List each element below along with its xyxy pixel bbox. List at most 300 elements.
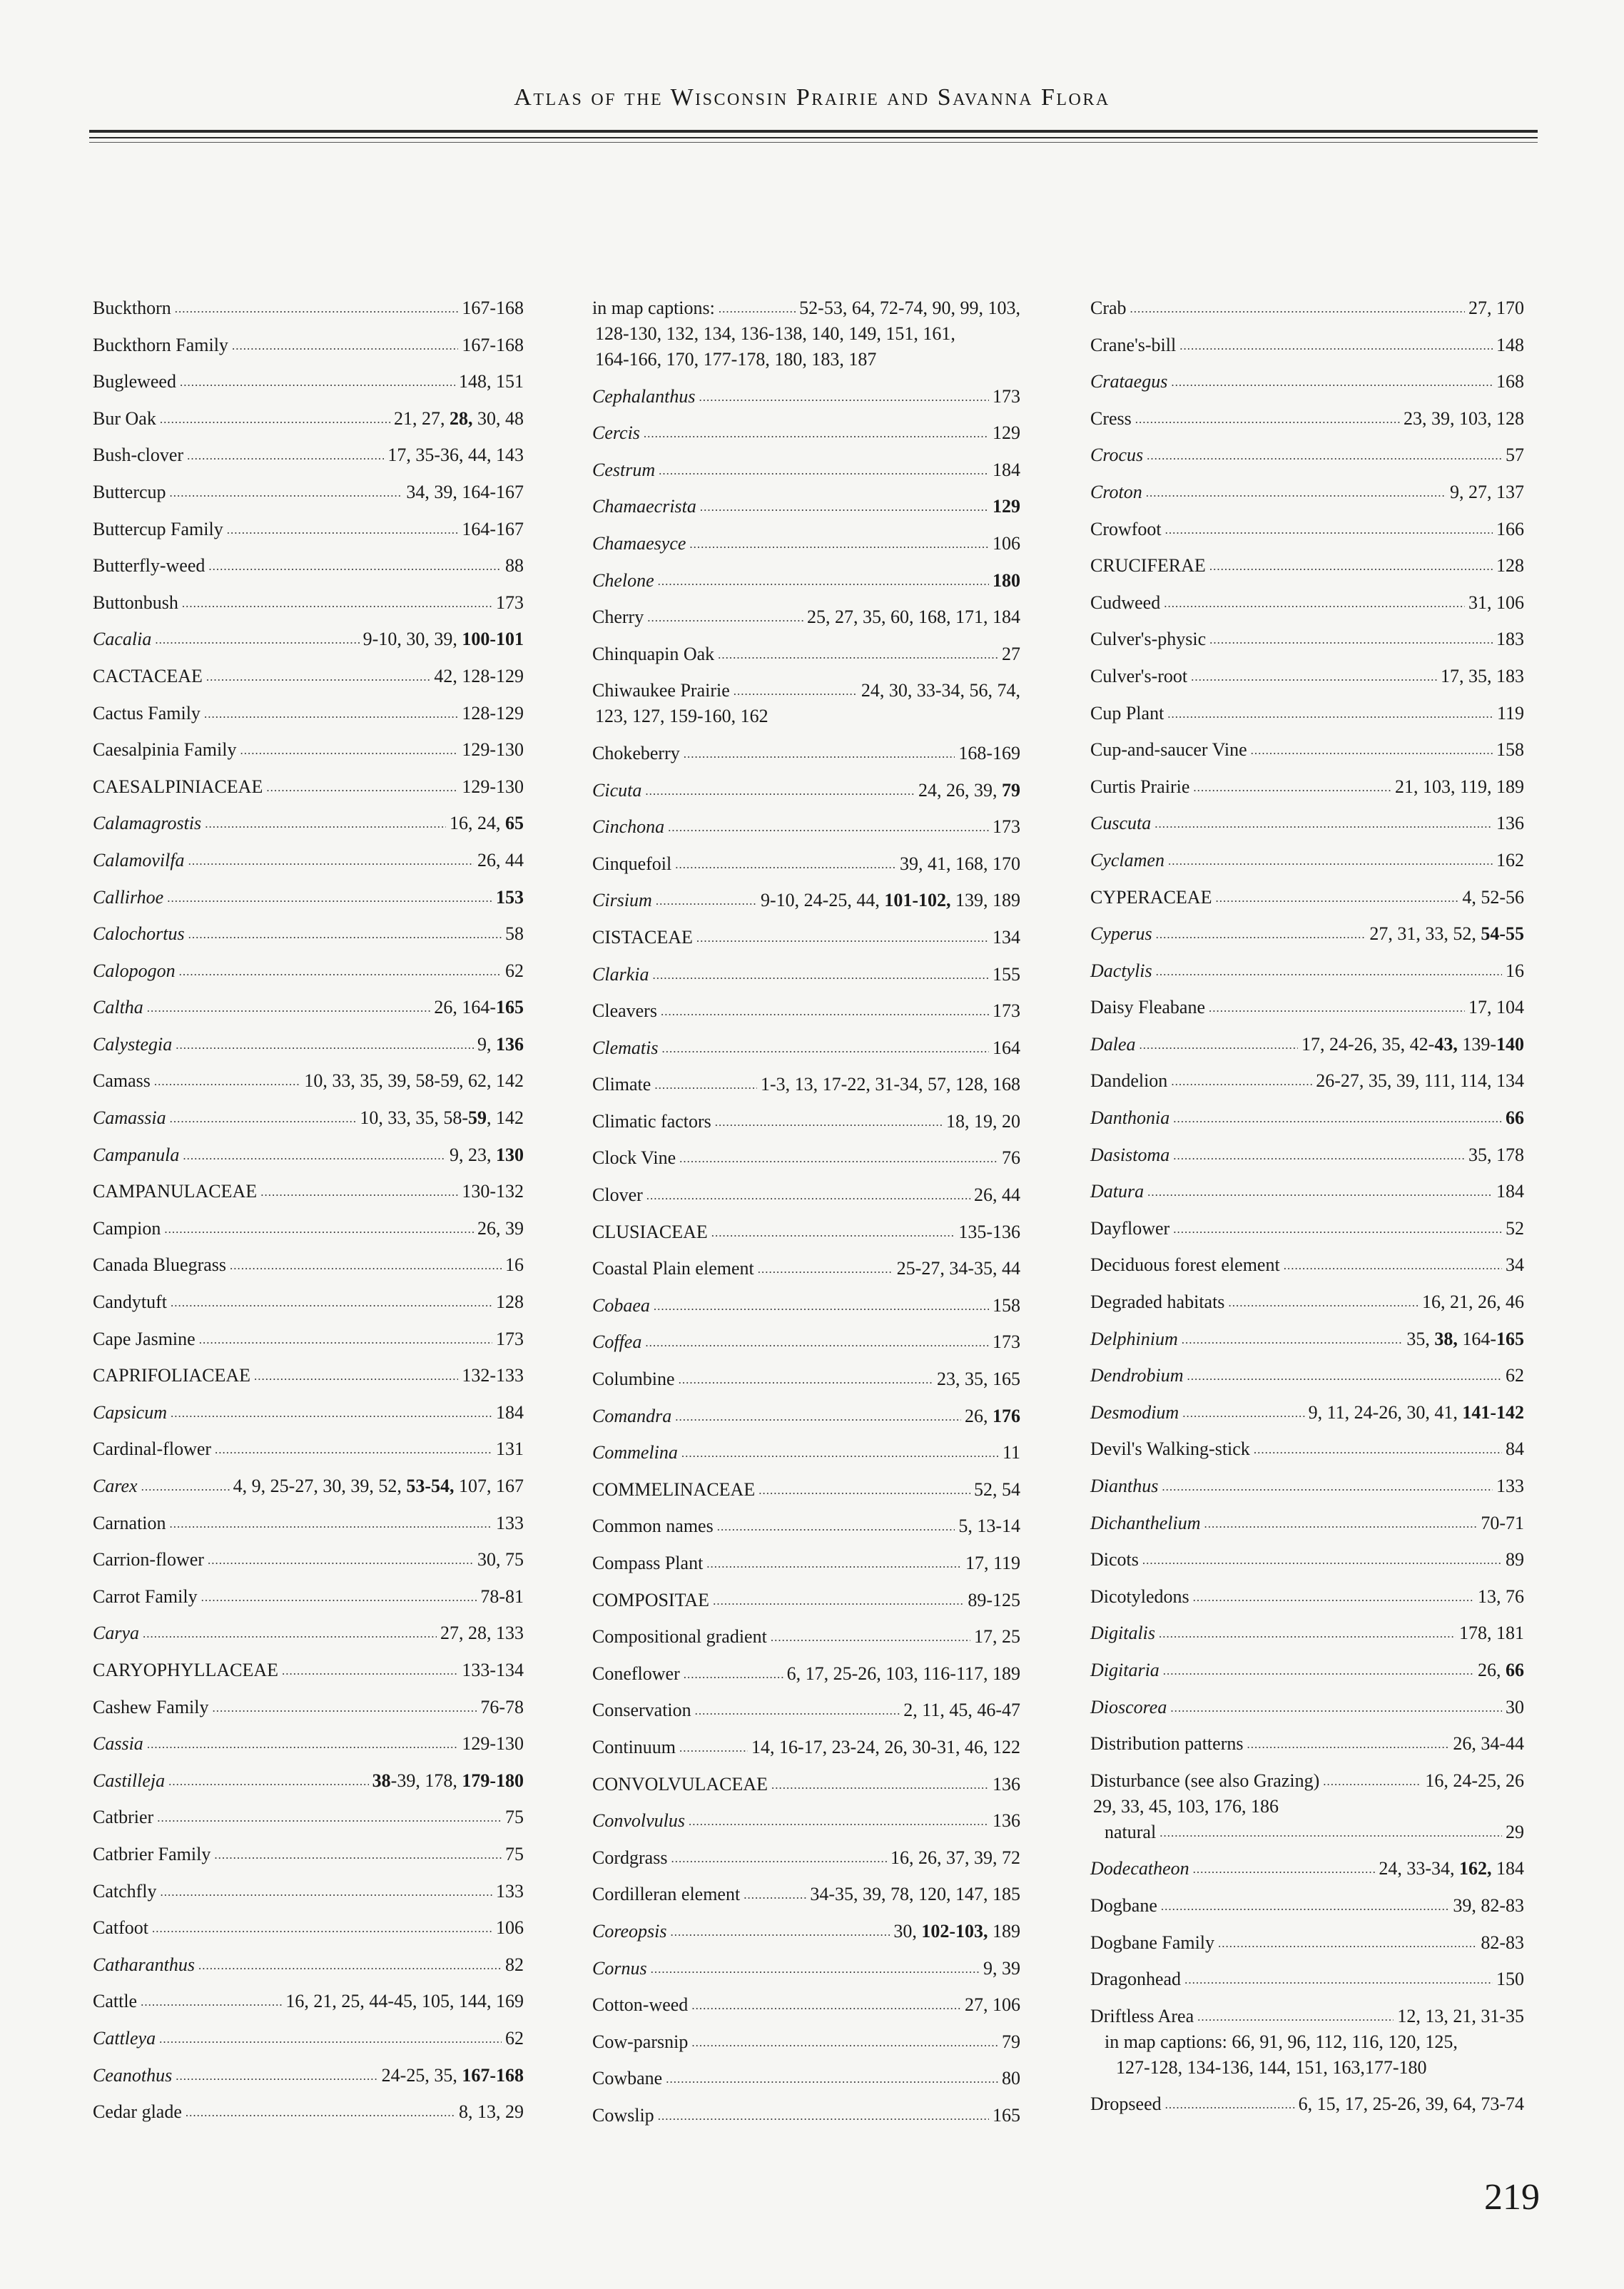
entry-pages: 12, 13, 21, 31-35 [1397, 2005, 1524, 2026]
entry-term: Buckthorn [93, 298, 171, 318]
entry-pages: 184 [1496, 1181, 1524, 1202]
entry-pages: 129-130 [462, 776, 524, 797]
dot-leader [157, 1805, 502, 1831]
entry-line [1090, 664, 1524, 689]
index-entry [592, 1697, 1020, 1723]
dot-leader [659, 458, 989, 484]
entry-term: Dendrobium [1090, 1365, 1184, 1386]
entry-line [1090, 1856, 1524, 1882]
entry-term: Cattleya [93, 2027, 156, 2049]
entry-line [1090, 1893, 1524, 1919]
entry-line [1090, 1142, 1524, 1168]
dot-leader [771, 1625, 970, 1650]
entry-pages: 27, 28, 133 [440, 1623, 524, 1644]
header-rule [89, 137, 1538, 138]
index-entry [592, 1329, 1020, 1355]
entry-term: Driftless Area [1090, 2005, 1194, 2026]
dot-leader [176, 2064, 377, 2089]
entry-line [592, 2103, 1020, 2128]
entry-pages: 27, 106 [965, 1994, 1020, 2016]
entry-pages: 39, 41, 168, 170 [900, 853, 1020, 874]
entry-term: Cirsium [592, 890, 652, 911]
entry-pages: 119 [1496, 702, 1524, 724]
dot-leader [175, 296, 459, 322]
entry-pages: 30, 75 [477, 1549, 524, 1570]
entry-term: Clock Vine [592, 1147, 676, 1169]
dot-leader [645, 778, 915, 804]
entry-line [592, 1588, 1020, 1613]
entry-pages: 35, 38, 164-165 [1406, 1328, 1524, 1349]
entry-line [592, 604, 1020, 630]
entry-term: Ceanothus [93, 2064, 173, 2086]
entry-term: Cup Plant [1090, 702, 1164, 724]
entry-term: Dodecatheon [1090, 1858, 1189, 1879]
entry-pages: 106 [993, 532, 1020, 554]
entry-term: Dalea [1090, 1033, 1136, 1055]
entry-pages: 106 [496, 1917, 524, 1939]
index-entry [592, 1219, 1020, 1245]
entry-line [1090, 1658, 1524, 1683]
index-entry [592, 998, 1020, 1024]
index-entry [592, 962, 1020, 988]
entry-term: Convolvulus [592, 1810, 685, 1832]
entry-term: Calamagrostis [93, 813, 202, 834]
entry-pages: 66 [1506, 1107, 1524, 1129]
entry-pages: 136 [993, 1810, 1020, 1832]
index-entry [592, 1550, 1020, 1576]
entry-continuation: 123, 127, 159-160, 162 [595, 706, 768, 727]
entry-pages: 173 [993, 1000, 1020, 1022]
entry-term: Crataegus [1090, 371, 1168, 392]
entry-pages: 17, 35, 183 [1441, 665, 1524, 686]
index-entry [1090, 995, 1524, 1020]
entry-term: Curtis Prairie [1090, 776, 1190, 797]
entry-line [93, 1105, 524, 1131]
entry-line [93, 406, 524, 432]
dot-leader [1147, 1179, 1493, 1205]
entry-term: Catfoot [93, 1917, 148, 1939]
entry-line [93, 369, 524, 395]
dot-leader [758, 1478, 970, 1503]
entry-pages: 133 [496, 1512, 524, 1533]
index-entry [592, 1588, 1020, 1613]
entry-term: Crocus [1090, 445, 1144, 466]
entry-term: Bur Oak [93, 407, 156, 429]
dot-leader [658, 2103, 989, 2129]
entry-line [1090, 1966, 1524, 1992]
dot-leader [213, 1695, 477, 1721]
entry-line [93, 1142, 524, 1168]
index-entry [592, 420, 1020, 446]
entry-pages: 27 [1002, 643, 1020, 664]
entry-pages: 6, 17, 25-26, 103, 116-117, 189 [786, 1663, 1020, 1684]
entry-term: Cress [1090, 407, 1132, 429]
entry-line [1090, 369, 1524, 395]
entry-term: Coneflower [592, 1663, 680, 1684]
dot-leader [141, 1989, 282, 2015]
entry-term: Calystegia [93, 1033, 173, 1055]
entry-term: Commelina [592, 1442, 678, 1463]
entry-line [1090, 995, 1524, 1020]
entry-line [93, 1252, 524, 1278]
index-entry [1090, 369, 1524, 395]
entry-line [1090, 553, 1524, 579]
dot-leader [1142, 1548, 1502, 1573]
entry-term: Chokeberry [592, 742, 680, 763]
entry-term: Buttercup [93, 481, 166, 502]
index-entry [1090, 1105, 1524, 1131]
index-entry [93, 811, 524, 836]
entry-pages: 84 [1506, 1438, 1524, 1460]
entry-pages: 62 [505, 960, 524, 981]
entry-pages: 153 [496, 886, 524, 908]
index-entry [93, 1620, 524, 1646]
entry-line [93, 1363, 524, 1389]
index-column-1 [93, 295, 524, 2136]
index-entry [592, 1956, 1020, 1981]
dot-leader [180, 370, 455, 395]
entry-line [93, 590, 524, 616]
entry-pages: 129-130 [462, 739, 524, 761]
entry-pages: 16, 26, 37, 39, 72 [890, 1847, 1020, 1868]
index-entry [1090, 1473, 1524, 1499]
dot-leader [699, 385, 989, 410]
dot-leader [161, 1879, 492, 1905]
dot-leader [147, 1732, 459, 1757]
entry-term: Buttercup Family [93, 518, 223, 539]
entry-line [1090, 333, 1524, 358]
index-entry [1090, 1252, 1524, 1278]
entry-term: Cup-and-saucer Vine [1090, 739, 1247, 761]
index-entry [1090, 811, 1524, 836]
entry-term: Cotton-weed [592, 1994, 689, 2016]
entry-pages: 184 [496, 1401, 524, 1423]
entry-pages: 16, 21, 26, 46 [1422, 1291, 1524, 1313]
dot-leader [656, 888, 757, 914]
dot-leader [1251, 738, 1493, 763]
entry-pages: 25-27, 34-35, 44 [896, 1258, 1020, 1279]
index-entry [93, 626, 524, 652]
entry-term: Cyclamen [1090, 849, 1164, 871]
index-entry [93, 921, 524, 947]
index-entry [93, 737, 524, 763]
dot-leader [1218, 1931, 1477, 1956]
dot-leader [1164, 591, 1465, 616]
entry-line [93, 1179, 524, 1204]
entry-line [592, 568, 1020, 594]
index-entry [93, 553, 524, 579]
entry-term: Delphinium [1090, 1328, 1178, 1349]
dot-leader [1191, 664, 1437, 690]
dot-leader [654, 1072, 757, 1098]
entry-term: Coreopsis [592, 1920, 667, 1942]
dot-leader [188, 922, 502, 948]
dot-leader [646, 1183, 970, 1209]
entry-line [1090, 1105, 1524, 1131]
index-entry [1090, 1695, 1524, 1720]
dot-leader [654, 1294, 989, 1319]
index-entry [592, 1182, 1020, 1208]
entry-term: Climatic factors [592, 1110, 711, 1132]
index-entry [93, 701, 524, 726]
dot-leader [205, 811, 446, 837]
dot-leader [1228, 1290, 1419, 1316]
entry-line [93, 1436, 524, 1462]
dot-leader [1154, 811, 1493, 837]
entry-line [93, 1620, 524, 1646]
entry-term: Climate [592, 1074, 651, 1095]
entry-term: Culver's-root [1090, 665, 1188, 686]
index-entry [1090, 1768, 1524, 1845]
dot-leader [282, 1658, 458, 1684]
dot-leader [1140, 1032, 1298, 1058]
dot-leader [208, 1548, 474, 1573]
dot-leader [1135, 407, 1400, 432]
entry-pages: 134 [993, 926, 1020, 948]
index-entry [592, 814, 1020, 840]
entry-pages: 75 [505, 1843, 524, 1864]
index-entry [592, 2029, 1020, 2055]
entry-line [592, 741, 1020, 766]
dot-leader [204, 701, 458, 727]
entry-term: Campanula [93, 1144, 180, 1165]
entry-line [93, 2063, 524, 2088]
index-entry [93, 664, 524, 689]
dot-leader [679, 1367, 933, 1393]
entry-pages: 13, 76 [1478, 1585, 1524, 1607]
entry-line [1090, 517, 1524, 542]
index-entry [93, 848, 524, 873]
entry-line [93, 1032, 524, 1057]
index-entry [592, 1035, 1020, 1061]
entry-line [1090, 921, 1524, 947]
entry-term: Cherry [592, 606, 644, 628]
entry-pages: 1-3, 13, 17-22, 31-34, 57, 128, 168 [761, 1074, 1020, 1095]
dot-leader [1162, 1474, 1493, 1500]
page-number: 219 [1484, 2177, 1540, 2218]
dot-leader [681, 1441, 999, 1466]
dot-leader [171, 1290, 492, 1316]
entry-term: Cacalia [93, 629, 152, 650]
entry-term: Cordgrass [592, 1847, 668, 1868]
index-entry [93, 1768, 524, 1794]
index-entry [1090, 958, 1524, 984]
index-entry [592, 1624, 1020, 1650]
entry-pages: 132-133 [462, 1365, 524, 1386]
index-entry [93, 1511, 524, 1536]
index-entry [93, 1658, 524, 1683]
entry-line [1090, 1473, 1524, 1499]
index-entry [1090, 626, 1524, 652]
entry-pages: 8, 13, 29 [459, 2101, 524, 2123]
entry-pages: 23, 39, 103, 128 [1404, 407, 1524, 429]
index-entry [1090, 1658, 1524, 1683]
entry-pages: 168 [1496, 371, 1524, 392]
dot-leader [771, 1772, 989, 1798]
entry-line [1090, 1216, 1524, 1242]
index-entry [592, 1404, 1020, 1429]
entry-line [1090, 1731, 1524, 1757]
dot-leader [744, 1882, 806, 1908]
entry-term: Callirhoe [93, 886, 164, 908]
entry-pages: 16, 24, 65 [450, 813, 524, 834]
index-entry [1090, 664, 1524, 689]
entry-pages: 26, 44 [477, 849, 524, 871]
running-header: Atlas of the Wisconsin Prairie and Savanna Flora [514, 84, 1110, 111]
entry-term: Chamaecrista [592, 496, 696, 517]
entry-term: CLUSIACEAE [592, 1221, 708, 1242]
dot-leader [1184, 1967, 1493, 1993]
index-entry [1090, 1511, 1524, 1536]
dot-leader [1209, 627, 1493, 653]
entry-pages: 16, 24-25, 26 [1425, 1770, 1524, 1791]
entry-term: Dogbane Family [1090, 1932, 1215, 1953]
entry-term: Caltha [93, 997, 143, 1018]
dot-leader [652, 963, 989, 988]
entry-pages: 39, 82-83 [1453, 1894, 1524, 1916]
entry-pages: 18, 19, 20 [946, 1110, 1020, 1132]
entry-pages: 178, 181 [1459, 1623, 1524, 1644]
entry-line [93, 1879, 524, 1904]
entry-pages: 168-169 [958, 742, 1020, 763]
entry-line [93, 1952, 524, 1978]
entry-pages: 16 [1506, 960, 1524, 981]
dot-leader [208, 554, 502, 579]
dot-leader [695, 1698, 900, 1724]
index-entry [93, 369, 524, 395]
dot-leader [167, 885, 492, 911]
entry-term: Cephalanthus [592, 385, 696, 407]
entry-line [592, 1256, 1020, 1281]
entry-line [93, 553, 524, 579]
index-entry [1090, 1966, 1524, 1992]
dot-leader [1254, 1437, 1502, 1463]
entry-pages: 26, 44 [974, 1184, 1020, 1206]
entry-line [1090, 295, 1524, 321]
dot-leader [1167, 701, 1493, 727]
index-entry [93, 958, 524, 984]
index-entry [592, 778, 1020, 803]
entry-term: Cowbane [592, 2068, 663, 2089]
dot-leader [170, 1511, 492, 1537]
entry-pages: 80 [1002, 2068, 1020, 2089]
entry-line [1090, 1363, 1524, 1389]
entry-term: Camass [93, 1070, 151, 1092]
entry-line [592, 998, 1020, 1024]
dot-leader [719, 296, 796, 322]
index-entry [1090, 701, 1524, 726]
index-entry [93, 406, 524, 432]
dot-leader [1182, 1401, 1304, 1426]
index-entry [1090, 333, 1524, 358]
entry-line [1090, 1584, 1524, 1610]
entry-line [93, 295, 524, 321]
index-entry [592, 888, 1020, 913]
index-entry [93, 1547, 524, 1573]
dot-leader [1179, 333, 1493, 359]
entry-pages: 52 [1506, 1217, 1524, 1239]
entry-term: Dayflower [1090, 1217, 1170, 1239]
index-entry [1090, 1179, 1524, 1204]
entry-term: Clover [592, 1184, 643, 1206]
dot-leader [171, 1401, 492, 1426]
entry-pages: 17, 24-26, 35, 42-43, 139-140 [1301, 1033, 1524, 1055]
dot-leader [691, 1993, 961, 2019]
dot-leader [1173, 1217, 1502, 1242]
index-entry [93, 333, 524, 358]
entry-line [592, 814, 1020, 840]
entry-term: Cornus [592, 1957, 647, 1979]
index-entry [1090, 479, 1524, 505]
index-column-2 [592, 295, 1020, 2140]
entry-pages: 34-35, 39, 78, 120, 147, 185 [810, 1884, 1020, 1905]
dot-leader [155, 627, 359, 653]
index-entry [592, 457, 1020, 483]
dot-leader [1173, 1106, 1502, 1132]
entry-pages: 155 [993, 963, 1020, 985]
index-entry [93, 774, 524, 800]
entry-line [1090, 590, 1524, 616]
entry-line [592, 1035, 1020, 1061]
entry-term: Comandra [592, 1405, 672, 1426]
entry-line [93, 921, 524, 947]
dot-leader [671, 1846, 887, 1872]
entry-pages: 30 [1506, 1696, 1524, 1717]
dot-leader [201, 1585, 477, 1610]
entry-pages: 135-136 [958, 1221, 1020, 1242]
dot-leader [1147, 443, 1502, 469]
entry-line [592, 1772, 1020, 1797]
entry-line [592, 851, 1020, 877]
entry-pages: 24, 33-34, 162, 184 [1379, 1858, 1524, 1879]
entry-line [592, 494, 1020, 519]
entry-pages: 25, 27, 35, 60, 168, 171, 184 [807, 606, 1020, 628]
dot-leader [1165, 517, 1493, 543]
entry-continuation: 29, 33, 45, 103, 176, 186 [1093, 1795, 1279, 1817]
entry-line [93, 1915, 524, 1941]
index-entry [592, 1992, 1020, 2018]
entry-pages: 4, 52-56 [1462, 886, 1524, 908]
index-entry [93, 995, 524, 1020]
entry-pages: 14, 16-17, 23-24, 26, 30-31, 46, 122 [751, 1736, 1020, 1757]
index-entry [1090, 885, 1524, 910]
index-entry [592, 1477, 1020, 1503]
dot-leader [1193, 1857, 1376, 1882]
index-entry [1090, 1436, 1524, 1462]
dot-leader [696, 925, 989, 951]
dot-leader [170, 480, 403, 506]
entry-line [592, 1404, 1020, 1429]
entry-pages: 9-10, 24-25, 44, 101-102, 139, 189 [761, 890, 1020, 911]
entry-term: Capsicum [93, 1401, 167, 1423]
entry-line [1090, 1289, 1524, 1315]
entry-pages: 35, 178 [1468, 1144, 1524, 1165]
entry-term: Buttonbush [93, 592, 178, 613]
entry-term: Conservation [592, 1700, 691, 1721]
index-entry [93, 479, 524, 505]
entry-term: Carex [93, 1476, 138, 1496]
entry-line [93, 1473, 524, 1499]
entry-pages: 17, 25 [974, 1626, 1020, 1648]
dot-leader [711, 1220, 955, 1246]
entry-line [592, 1513, 1020, 1539]
entry-line [1090, 1252, 1524, 1278]
entry-term: Cactus Family [93, 702, 201, 724]
index-entry [93, 1879, 524, 1904]
index-entry [93, 1179, 524, 1204]
entry-pages: 136 [1496, 813, 1524, 834]
entry-term: Cuscuta [1090, 813, 1152, 834]
